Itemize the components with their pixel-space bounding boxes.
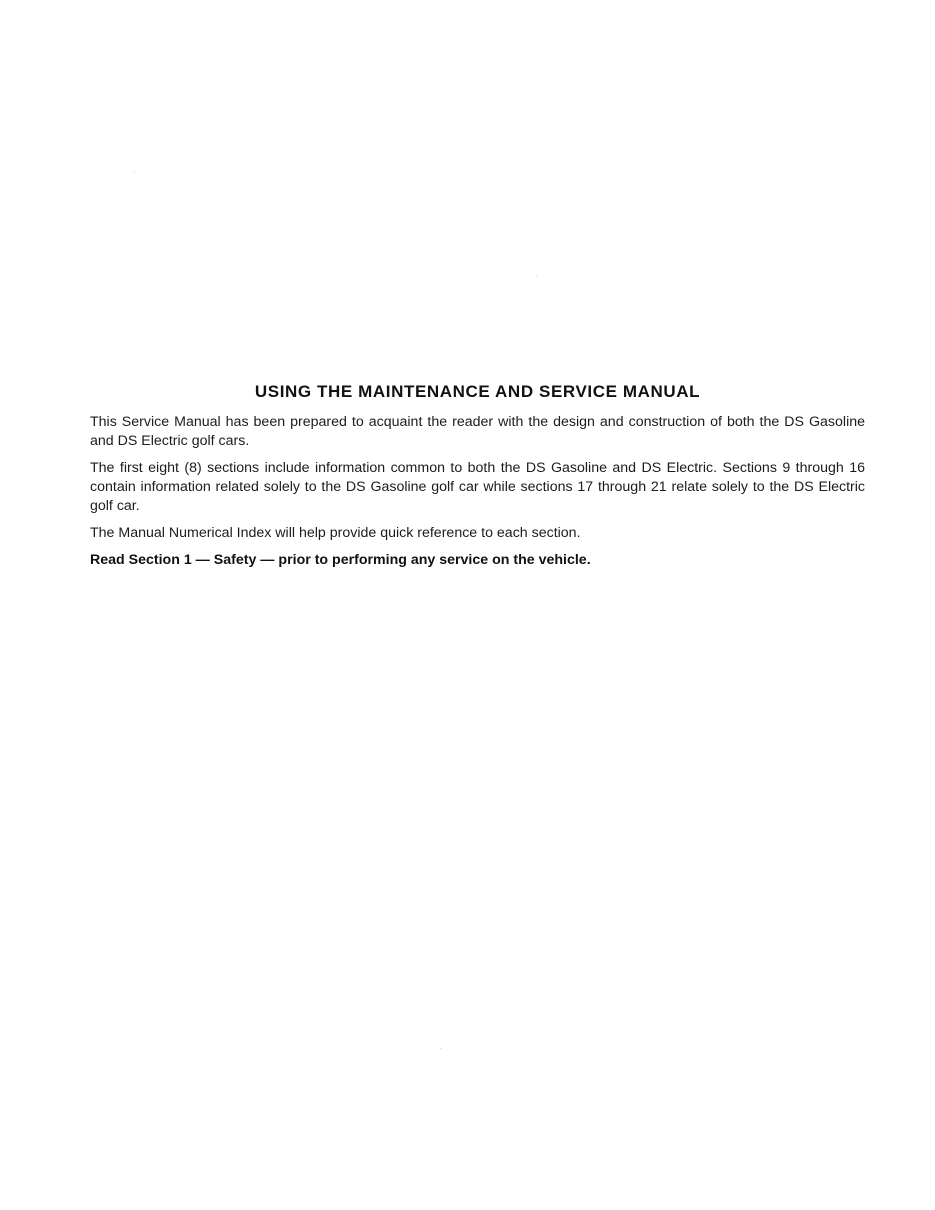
scan-speck <box>440 1048 441 1049</box>
safety-notice: Read Section 1 — Safety — prior to performing any service on the vehicle. <box>90 552 591 568</box>
document-title: USING THE MAINTENANCE AND SERVICE MANUAL <box>254 382 701 401</box>
scan-speck <box>536 276 537 277</box>
document-body <box>90 381 865 578</box>
scan-speck <box>134 172 135 173</box>
index-paragraph: The Manual Numerical Index will help provide quick reference to each section. <box>90 525 581 541</box>
sections-paragraph: The first eight (8) sections include information common to both the DS Gasoline and DS Electric. Sections 9 through 16 contain information related solely to the DS Gasoline golf car while sections 17 through 21 relate solely to the DS Electric golf car. <box>90 460 865 514</box>
intro-paragraph: This Service Manual has been prepared to acquaint the reader with the design and construction of both the DS Gasoline and DS Electric golf cars. <box>90 414 865 449</box>
